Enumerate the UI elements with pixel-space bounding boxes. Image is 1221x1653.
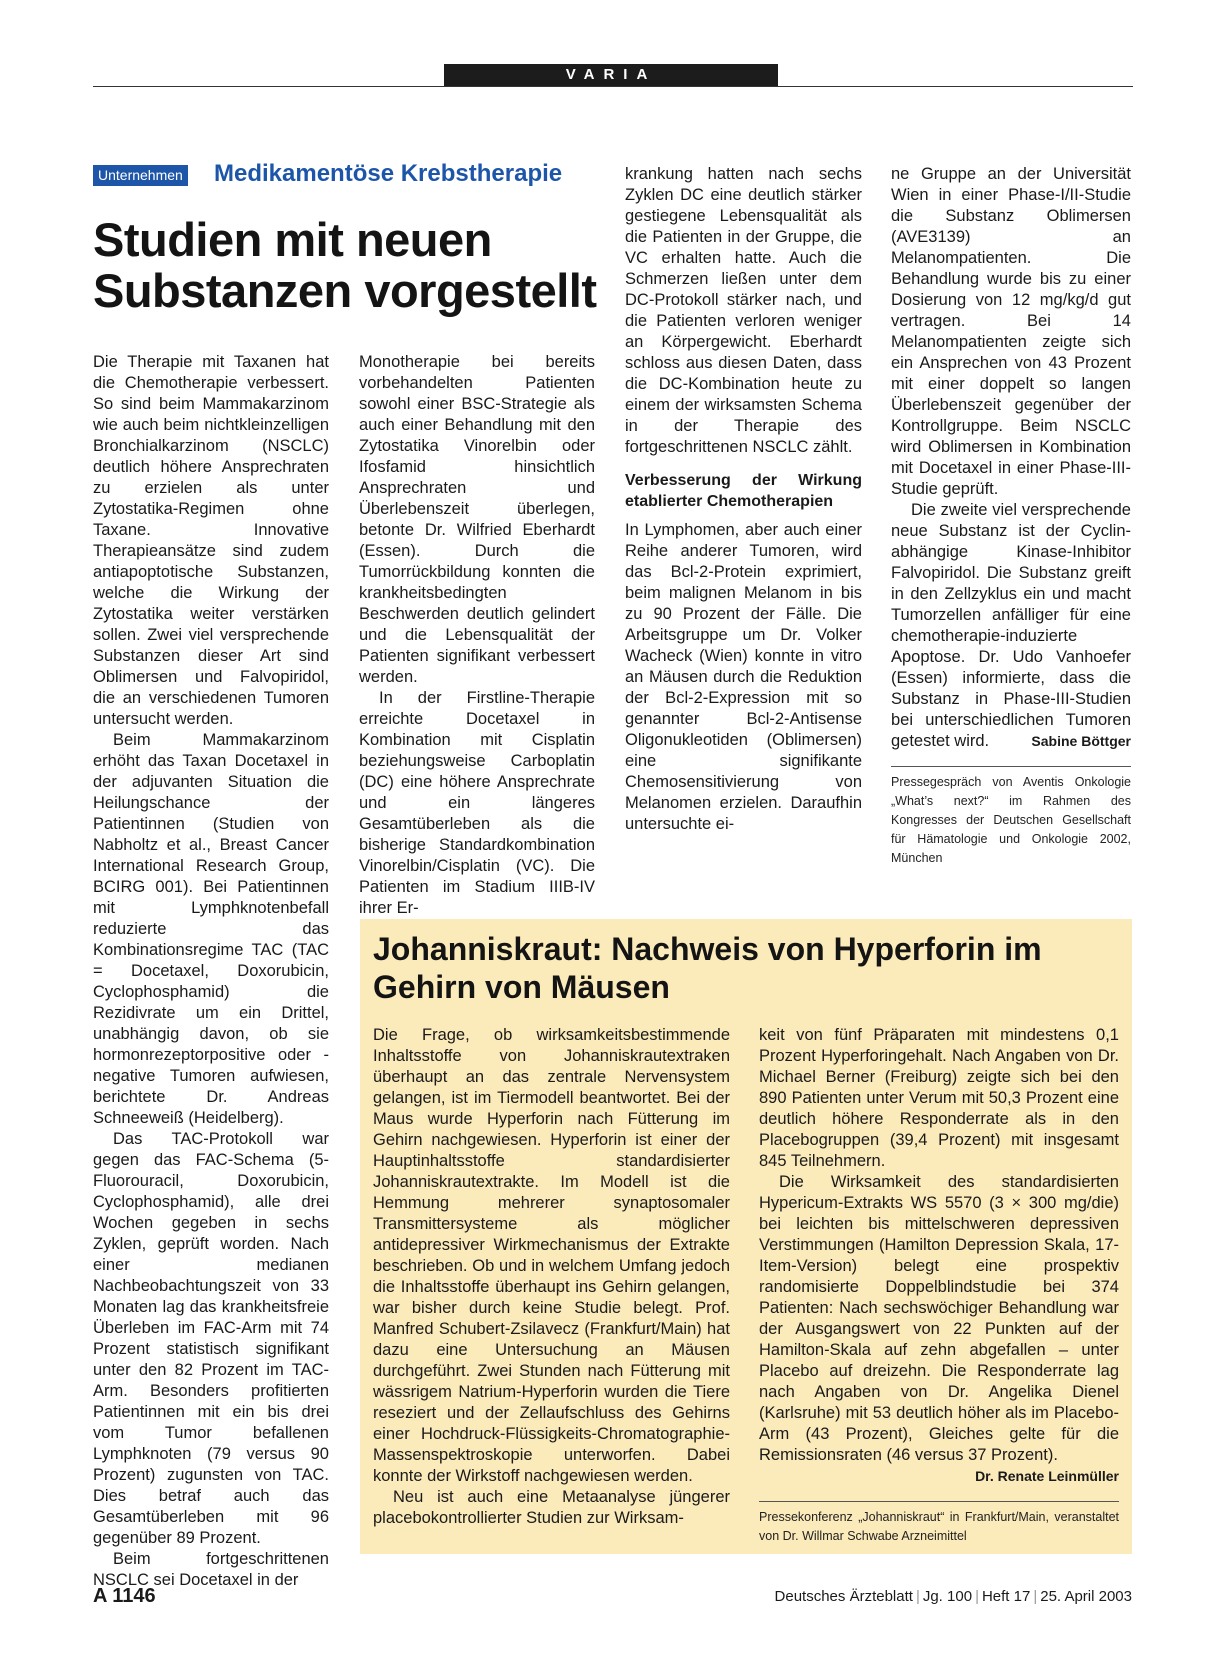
paragraph: Beim fortgeschrittenen NSCLC sei Docetaxel in der [93,1550,329,1589]
paragraph: keit von fünf Präparaten mit mindestens 0,1 Prozent Hyperforingehalt. Nach Angaben von Dr. Michael Berner (Freiburg) zeigte sich bei den 890 Patienten unter Verum mit 50,3 Prozent eine deutlich höhere Responderrate als in den Placebogruppen (39,4 Prozent) mit insgesamt 845 Teilnehmern. [759,1026,1119,1170]
paragraph [759,1172,1119,1484]
article-headline [93,214,603,316]
footer-citation [700,1588,1132,1605]
section-label: VARIA [444,64,778,86]
paragraph: In Lymphomen, aber auch einer Reihe anderer Tumoren, wird das Bcl-2-Protein exprimiert, beim malignen Melanom in bis zu 90 Prozent der Fälle. Die Arbeitsgruppe um Dr. Volker Wacheck (Wien) konnte in vitro an Mäusen durch die Reduktion der Bcl-2-Expression mit so genannter Bcl-2-Antisense Oligonukleotiden (Oblimersen) eine signifikante Chemosensitivierung von Melanomen erzielen. Daraufhin untersuchte ei- [625,521,862,833]
paragraph: Neu ist auch eine Metaanalyse jüngerer placebokontrollierter Studien zur Wirksam- [373,1488,730,1527]
divider: | [1033,1588,1038,1605]
issue: Heft 17 [981,1588,1031,1605]
paragraph [891,500,1131,752]
paragraph-text: Die zweite viel versprechende neue Substanz ist der Cyclin-abhängige Kinase-Inhibitor Falvopiridol. Die Substanz greift in den Zellzyklus ein und macht Tumorzellen anfälliger für eine chemotherapie-induzierte Apoptose. Dr. Udo Vanhoefer (Essen) informierte, dass die Substanz in Phase-III-Studien bei unterschiedlichen Tumoren getestet wird. [891,501,1131,750]
paragraph: ne Gruppe an der Universität Wien in einer Phase-I/II-Studie die Substanz Oblimersen (AVE3139) an Melanompatienten. Die Behandlung wurde bis zu einer Dosierung von 12 mg/kg/d gut vertragen. Bei 14 Melanompatienten zeigte sich ein Ansprechen von 43 Prozent mit einer doppelt so langen Überlebenszeit gegenüber der Kontrollgruppe. Beim NSCLC wird Oblimersen in Kombination mit Docetaxel in einer Phase-III-Studie geprüft. [891,165,1131,498]
box-title: Johanniskraut: Nachweis von Hyperforin im Gehirn von Mäusen [373,931,1042,1005]
paragraph-text: Die Wirksamkeit des standardisierten Hypericum-Extrakts WS 5570 (3 × 300 mg/die) bei leichten bis mittelschweren depressiven Verstimmungen (Hamilton Depression Skala, 17-Item-Version) belegt eine prospektiv randomisierte Doppelblindstudie bei 374 Patienten: Nach sechswöchiger Behandlung war der Ausgangswert von 22 Punkten auf der Hamilton-Skala auf zehn abgefallen – unter Placebo auf dreizehn. Die Responderrate lag nach Angaben von Dr. Angelika Dienel (Karlsruhe) mit 53 deutlich höher als im Placebo-Arm (43 Prozent), Gleiches gelte für die Remissionsraten (46 versus 37 Prozent). [759,1173,1119,1464]
paragraph: Beim Mammakarzinom erhöht das Taxan Docetaxel in der adjuvanten Situation die Heilungschance der Patientinnen (Studien von Nabholtz et al., Breast Cancer International Research Group, BCIRG 001). Bei Patientinnen mit Lymphknotenbefall reduzierte das Kombinationsregime TAC (TAC = Docetaxel, Doxorubicin, Cyclophosphamid) die Rezidivrate um ein Drittel, unabhängig davon, ob sie hormonrezeptorpositive oder -negative Tumoren aufwiesen, berichtete Dr. Andreas Schneeweiß (Heidelberg). [93,731,329,1127]
source-note: Pressekonferenz „Johanniskraut“ in Frankfurt/Main, veranstaltet von Dr. Willmar Schwabe Arzneimittel [759,1501,1119,1546]
paragraph: Das TAC-Protokoll war gegen das FAC-Schema (5-Fluorouracil, Doxorubicin, Cyclophosphamid), alle drei Wochen gegeben in sechs Zyklen, geprüft worden. Nach einer medianen Nachbeobachtungszeit von 33 Monaten lag das krankheitsfreie Überleben im FAC-Arm mit 74 Prozent statistisch signifikant unter den 82 Prozent im TAC-Arm. Besonders profitierten Patientinnen mit ein bis drei vom Tumor befallenen Lymphknoten (79 versus 90 Prozent) zugunsten von TAC. Dies betraf auch das Gesamtüberleben mit 96 gegenüber 89 Prozent. [93,1130,329,1547]
subheading: Verbesserung der Wirkung etablierter Chemotherapien [625,472,862,510]
article-kicker: Medikamentöse Krebstherapie [214,160,563,187]
article2-column-1 [373,1025,730,1529]
article1-column-1 [93,352,329,1591]
page-number: A 1146 [93,1585,156,1607]
headline-line-1: Studien mit neuen [93,213,492,266]
article1-column-3 [625,164,862,835]
paragraph: Monotherapie bei bereits vorbehandelten Patienten sowohl einer BSC-Strategie als auch einer Behandlung mit den Zytostatika Vinorelbin oder Ifosfamid hinsichtlich Ansprechraten und Überlebenszeit überlegen, betonte Dr. Wilfried Eberhardt (Essen). Durch die Tumorrückbildung konnten die krankheitsbedingten Beschwerden deutlich gelindert und die Lebensqualität der Patienten signifikant verbessert werden. [359,353,595,686]
paragraph: In der Firstline-Therapie erreichte Docetaxel in Kombination mit Cisplatin beziehungsweise Carboplatin (DC) eine höhere Ansprechrate und ein längeres Gesamtüberleben als die bisherige Standardkombination Vinorelbin/Cisplatin (VC). Die Patienten im Stadium IIIB-IV ihrer Er- [359,689,595,917]
volume: Jg. 100 [922,1588,973,1605]
category-tag: Unternehmen [93,165,188,186]
source-note: Pressegespräch von Aventis Onkologie „What’s next?“ im Rahmen des Kongresses der Deutschen Gesellschaft für Hämatologie und Onkologie 2002, München [891,766,1131,868]
article1-column-4 [891,164,1131,868]
author-byline: Sabine Böttger [1031,733,1131,749]
divider: | [975,1588,979,1605]
header-rule [93,86,1133,87]
issue-date: 25. April 2003 [1040,1588,1132,1605]
paragraph: krankung hatten nach sechs Zyklen DC eine deutlich stärker gestiegene Lebensqualität als die Patienten in der Gruppe, die VC erhalten hatte. Auch die Schmerzen ließen unter dem DC-Protokoll stärker nach, und die Patienten verloren weniger an Körpergewicht. Eberhardt schloss aus diesen Daten, dass die DC-Kombination heute zu einem der wirksamsten Schema in der Therapie des fortgeschrittenen NSCLC zählt. [625,165,862,456]
article1-column-2 [359,352,595,919]
paragraph: Die Therapie mit Taxanen hat die Chemotherapie verbessert. So sind beim Mammakarzinom wie auch beim nichtkleinzelligen Bronchialkarzinom (NSCLC) deutlich höhere Ansprechraten zu erzielen als unter Zytostatika-Regimen ohne Taxane. Innovative Therapieansätze sind zudem antiapoptotische Substanzen, welche die Wirkung der Zytostatika weiter verstärken sollen. Zwei viel versprechende Substanzen dieser Art sind Oblimersen und Falvopiridol, die an verschiedenen Tumoren untersucht werden. [93,353,329,728]
author-byline: Dr. Renate Leinmüller [975,1468,1119,1484]
paragraph: Die Frage, ob wirksamkeitsbestimmende Inhaltsstoffe von Johanniskrautextraken überhaupt an das zentrale Nervensystem gelangen, ist im Tiermodell beantwortet. Bei der Maus wurde Hyperforin nach Fütterung im Gehirn nachgewiesen. Hyperforin ist einer der Hauptinhaltsstoffe standardisierter Johanniskrautextrakte. Im Modell ist die Hemmung mehrerer synaptosomaler Transmittersysteme als möglicher antidepressiver Wirkmechanismus der Extrakte beschrieben. Ob und in welchem Umfang jedoch die Inhaltsstoffe überhaupt ins Gehirn gelangen, war bisher durch keine Studie belegt. Prof. Manfred Schubert-Zsilavecz (Frankfurt/Main) hat dazu eine Untersuchung an Mäusen durchgeführt. Zwei Stunden nach Fütterung mit wässrigem Natrium-Hyperforin wurden die Tiere reseziert und der Zellaufschluss des Gehirns einer Hochdruck-Flüssigkeits-Chromatographie-Massenspektroskopie unterworfen. Dabei konnte der Wirkstoff nachgewiesen werden. [373,1026,730,1485]
journal-name: Deutsches Ärzteblatt [774,1588,913,1605]
divider: | [915,1588,920,1605]
headline-line-2: Substanzen vorgestellt [93,264,597,317]
article2-column-2 [759,1025,1119,1546]
